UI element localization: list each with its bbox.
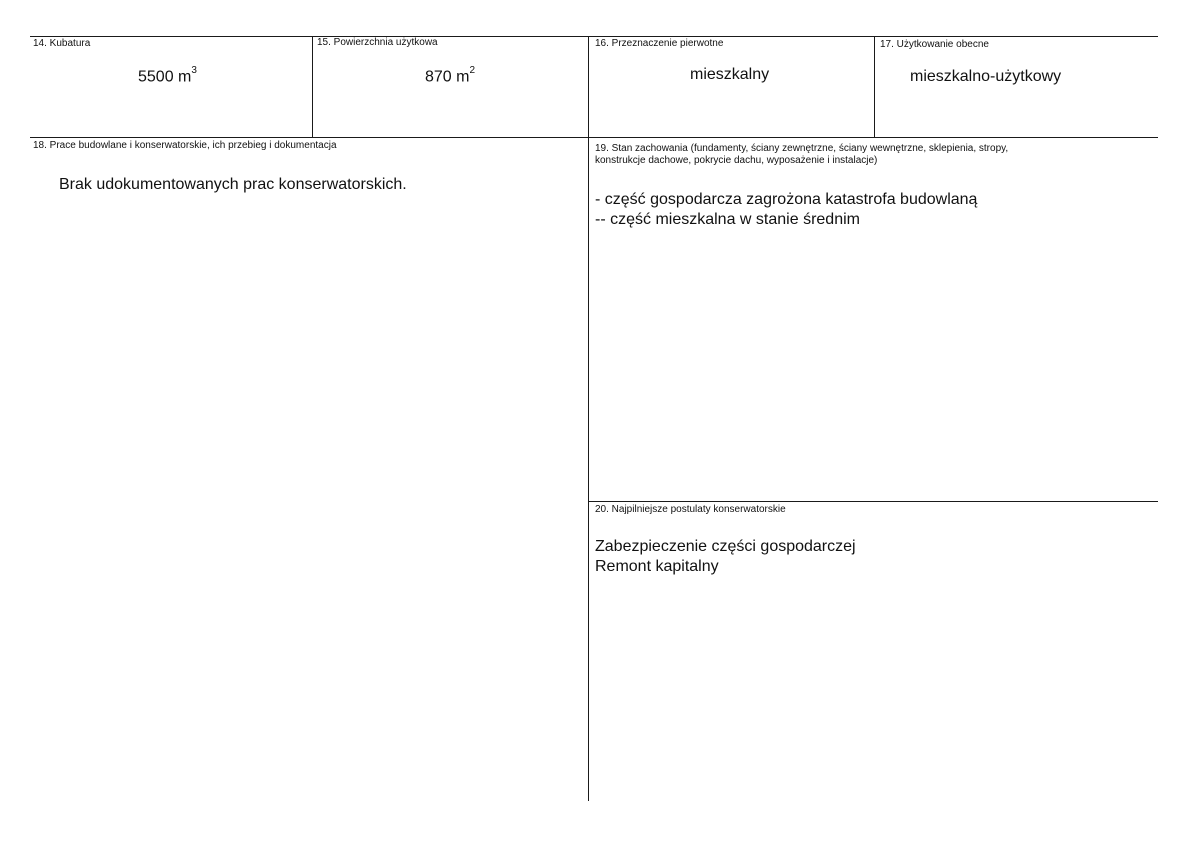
field-16-label: 16. Przeznaczenie pierwotne	[595, 38, 724, 49]
field-19-value	[595, 190, 977, 230]
field-15-value	[425, 63, 475, 87]
field-19-line-2: -- część mieszkalna w stanie średnim	[595, 211, 860, 228]
field-17-label: 17. Użytkowanie obecne	[880, 39, 989, 50]
field-14-number: 5500 m	[138, 68, 192, 86]
field-15-exponent: 2	[469, 65, 476, 76]
field-20-line-1: Zabezpieczenie części gospodarczej	[595, 538, 856, 555]
field-15-number: 870 m	[425, 68, 470, 86]
col-divider-line-3	[874, 36, 875, 137]
field-19-label-line-1: 19. Stan zachowania (fundamenty, ściany zewnętrzne, ściany wewnętrzne, sklepienia, stropy,	[595, 143, 1009, 154]
field-19-label-line-2: konstrukcje dachowe, pokrycie dachu, wyposażenie i instalacje)	[595, 155, 878, 166]
col-divider-line-1	[312, 36, 313, 137]
field-20-value	[595, 537, 856, 577]
field-18-value: Brak udokumentowanych prac konserwatorskich.	[59, 176, 407, 193]
section-20-divider-line	[588, 501, 1158, 502]
top-border-line	[30, 36, 1158, 37]
field-14-value	[138, 63, 197, 87]
field-19-line-1: - część gospodarcza zagrożona katastrofa budowlaną	[595, 191, 978, 208]
field-20-label: 20. Najpilniejsze postulaty konserwatorskie	[595, 504, 786, 515]
field-15-label: 15. Powierzchnia użytkowa	[317, 37, 438, 48]
col-divider-line-2	[588, 36, 589, 801]
field-20-line-2: Remont kapitalny	[595, 558, 719, 575]
field-19-label	[595, 143, 1008, 167]
field-17-value: mieszkalno-użytkowy	[910, 68, 1062, 85]
field-14-exponent: 3	[191, 65, 197, 76]
row-divider-line	[30, 137, 1158, 138]
field-14-label: 14. Kubatura	[33, 38, 91, 49]
field-16-value: mieszkalny	[690, 66, 770, 83]
field-18-label: 18. Prace budowlane i konserwatorskie, ich przebieg i dokumentacja	[33, 140, 337, 151]
